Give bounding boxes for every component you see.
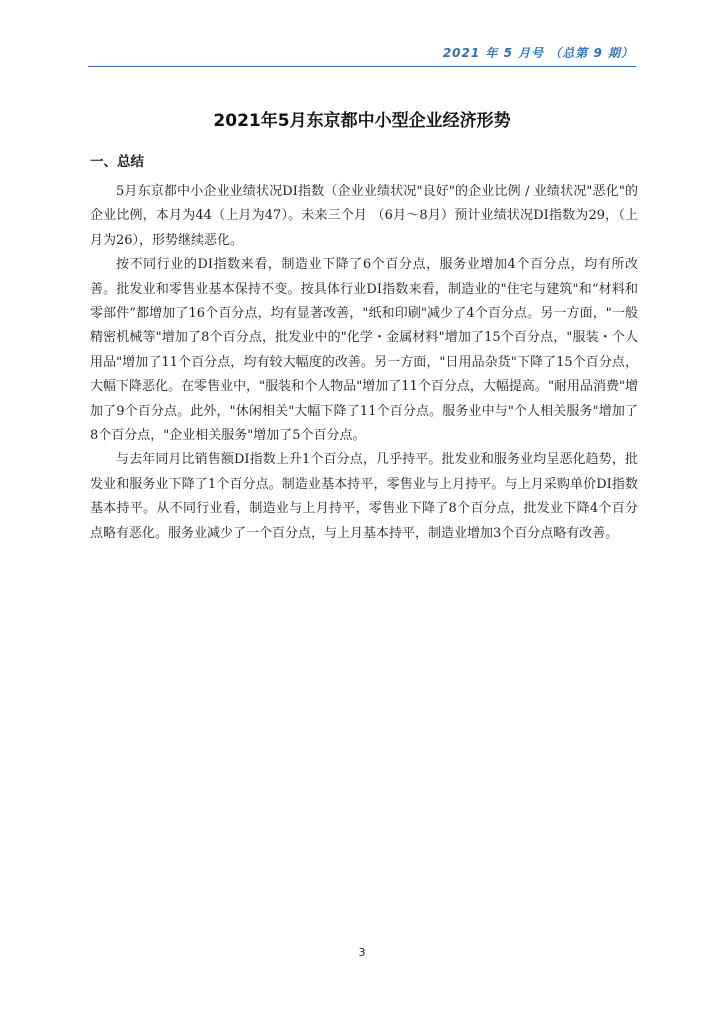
header-divider bbox=[88, 66, 636, 67]
paragraph-2: 按不同行业的DI指数来看，制造业下降了6个百分点，服务业增加4个百分点，均有所改善。批发业和零售业基本保持不变。按具体行业DI指数来看，制造业的"住宅与建筑"和“材料和零部件”都增加了16个百分点，均有显著改善，"纸和印刷"减少了4个百分点。另一方面，"一般精密机械等"增加了8个百分点，批发业中的"化学・金属材料"增加了15个百分点，"服装・个人用品"增加了11个百分点，均有较大幅度的改善。另一方面，"日用品杂货"下降了15个百分点，大幅下降恶化。在零售业中，"服装和个人物品"增加了11个百分点，大幅提高。"耐用品消费"增加了9个百分点。此外，"休闲相关"大幅下降了11个百分点。服务业中与"个人相关服务"增加了8个百分点，"企业相关服务"增加了5个百分点。 bbox=[90, 257, 638, 444]
document-title: 2021年5月东京都中小型企业经济形势 bbox=[213, 111, 511, 131]
paragraph-1: 5月东京都中小企业业绩状况DI指数（企业业绩状况"良好"的企业比例 / 业绩状况"恶化"的企业比例，本月为44（上月为47）。未来三个月 （6月～8月）预计业绩状况DI指数为29，（上月为26），形势继续恶化。 bbox=[90, 184, 638, 248]
section-body bbox=[90, 180, 638, 546]
issue-label: 2021 年 5 月号 （总第 9 期） bbox=[442, 46, 634, 60]
paragraph-3: 与去年同月比销售额DI指数上升1个百分点，几乎持平。批发业和服务业均呈恶化趋势，批发业和服务业下降了1个百分点。制造业基本持平，零售业与上月持平。与上月采购单价DI指数基本持平。从不同行业看，制造业与上月持平，零售业下降了8个百分点，批发业下降4个百分点略有恶化。服务业减少了一个百分点，与上月基本持平，制造业增加3个百分点略有改善。 bbox=[90, 452, 638, 541]
section-heading: 一、总结 bbox=[90, 154, 144, 170]
page-number: 3 bbox=[358, 946, 366, 959]
